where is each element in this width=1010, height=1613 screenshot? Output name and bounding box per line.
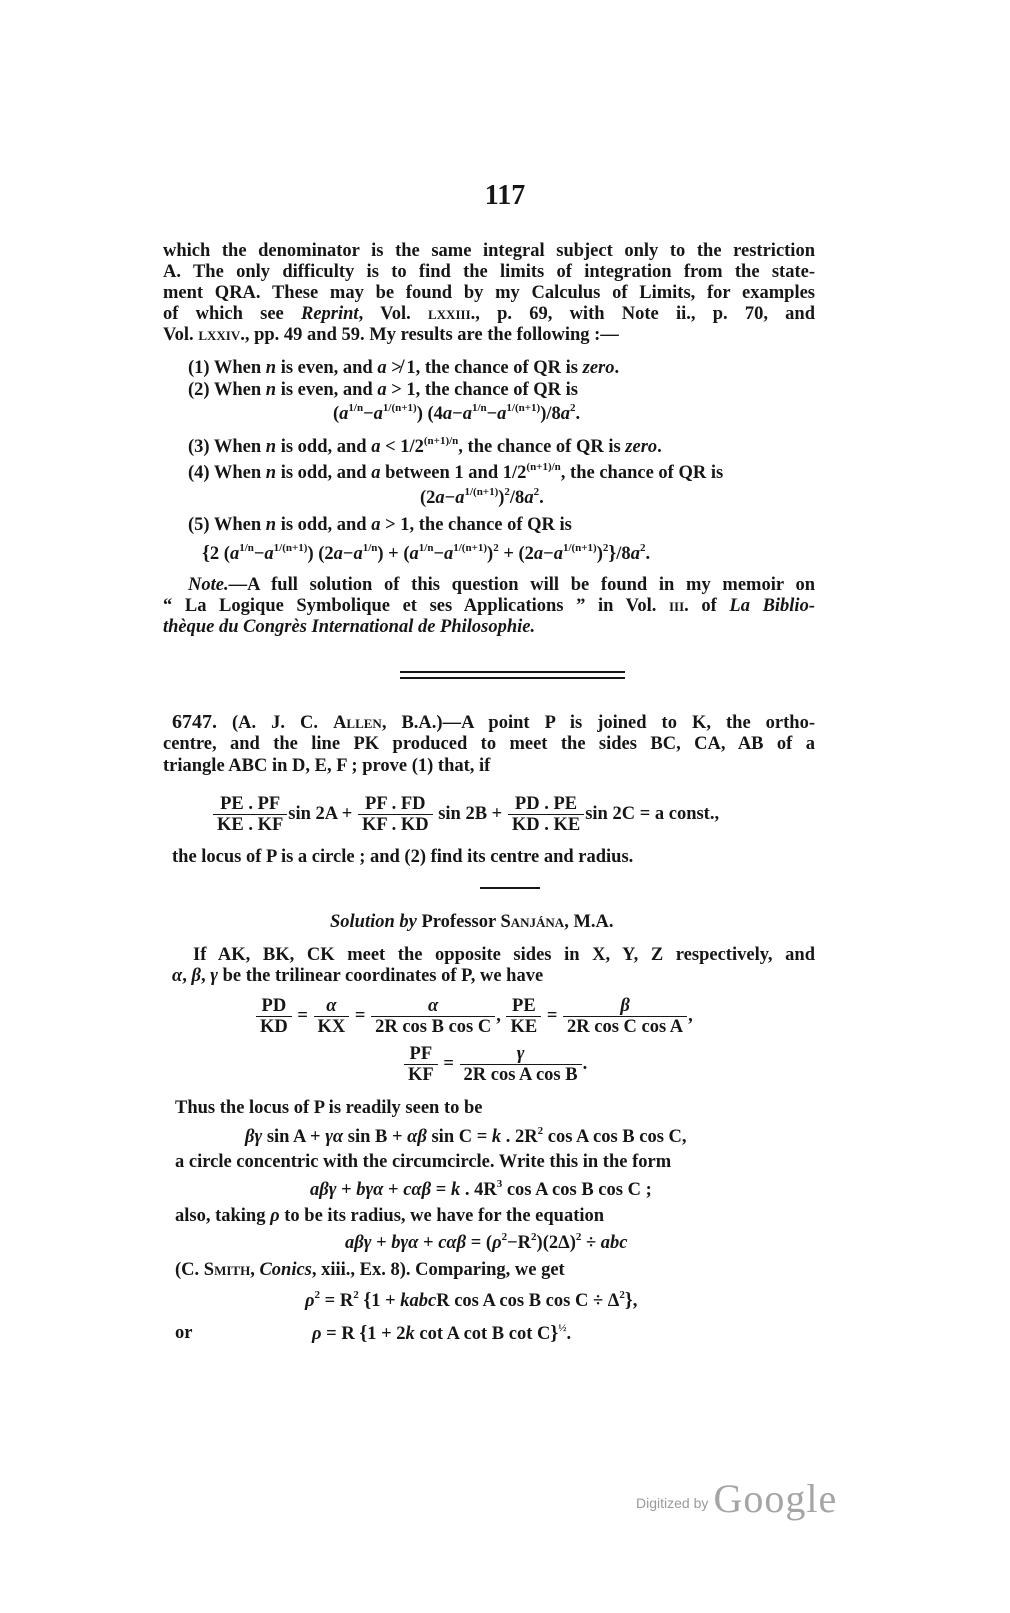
superscript: 2 [314, 1289, 321, 1301]
text-run: which the denominator is the same integral subject only to the restriction [163, 241, 815, 261]
text-run: ., pp. 49 and 59. My results are the following :— [240, 325, 619, 345]
large-glyph: } [550, 1322, 559, 1344]
italic-text: ρ [312, 1324, 322, 1344]
text-run: + (2 [498, 544, 534, 564]
italic-text: n [265, 463, 277, 483]
text-run: —A full solution of this question will be found in my memoir on [228, 575, 815, 595]
text-run: (C. [175, 1260, 204, 1280]
italic-text: α [428, 996, 439, 1016]
small-caps-text: lxxiii [428, 304, 471, 324]
fraction [316, 996, 348, 1037]
italic-text: αβ [407, 1127, 427, 1147]
fraction [258, 996, 290, 1037]
formula [202, 543, 650, 565]
italic-text: k [491, 1127, 502, 1147]
text-run: . [566, 1324, 572, 1344]
superscript: 1/(n+1) [562, 542, 597, 554]
superscript: 2 [537, 1125, 544, 1137]
formula [403, 1044, 587, 1085]
superscript: 1/n [348, 402, 364, 414]
superscript: 1/(n+1) [506, 402, 541, 414]
italic-text: a [630, 544, 640, 564]
superscript: 1/n [362, 542, 378, 554]
divider [400, 677, 625, 679]
question-line [172, 712, 815, 734]
superscript: 2 [533, 486, 540, 498]
text-run: /8 [616, 544, 631, 564]
text-run: KD [260, 1017, 288, 1037]
text-run: sin B + [343, 1127, 408, 1147]
numerator [256, 996, 292, 1017]
text-run: ) (4 [416, 404, 443, 424]
superscript: 1/(n+1) [453, 542, 488, 554]
italic-text: cαβ [403, 1180, 432, 1200]
text-run: −R [507, 1233, 532, 1253]
superscript: 1/n [471, 402, 487, 414]
fraction [510, 794, 582, 835]
note-line [163, 596, 815, 617]
text-run: a circle concentric with the circumcircle. Write this in the form [175, 1152, 672, 1172]
solution-line [175, 1206, 604, 1227]
solution-heading [330, 912, 614, 933]
italic-text: k [450, 1180, 461, 1200]
text-run: = [431, 1180, 451, 1200]
italic-text: a [377, 380, 387, 400]
small-caps-text: iii [668, 596, 685, 616]
text-run: > 1, the chance of QR is [380, 515, 572, 535]
text-run: KF [408, 1065, 434, 1085]
text-run: − [433, 544, 444, 564]
numerator [506, 996, 541, 1017]
text-run: 1 + [371, 1291, 401, 1311]
italic-text: Note. [188, 575, 229, 595]
text-run: ment QRA. These may be found by my Calculus of Limits, for examples [163, 283, 815, 303]
text-run: − [543, 544, 554, 564]
small-caps-text: Allen [333, 713, 382, 733]
italic-text: a [560, 404, 571, 424]
formula [212, 794, 719, 835]
italic-text: thèque du Congrès International de Philosophie. [163, 617, 536, 637]
text-run: is odd, and [276, 437, 372, 457]
denominator [406, 1065, 436, 1085]
text-run: , [496, 1005, 506, 1026]
superscript: 1/(n+1) [382, 402, 417, 414]
text-run: , [200, 966, 211, 986]
text-run: is odd, and [276, 463, 372, 483]
fraction [373, 996, 493, 1037]
fraction [508, 996, 539, 1037]
text-run: − [452, 404, 463, 424]
text-run: 2R cos B cos C [375, 1017, 492, 1037]
text-run: (2 [420, 488, 436, 508]
italic-text: ρ [492, 1233, 502, 1253]
italic-text: a [371, 515, 381, 535]
text-run: ) [487, 544, 494, 564]
text-run: PF [409, 1044, 433, 1064]
numerator [371, 996, 495, 1017]
text-run: KD . KE [511, 815, 581, 835]
italic-text: γα [325, 1127, 344, 1147]
watermark [636, 1475, 837, 1522]
text-run: 2 ( [209, 544, 230, 564]
italic-text: β [620, 996, 630, 1016]
italic-text: zero [582, 358, 615, 378]
text-run: . 2R [501, 1127, 538, 1147]
text-run: cos A cos B cos C ; [502, 1180, 652, 1200]
italic-text: Conics [259, 1260, 312, 1280]
text-run: . 4R [460, 1180, 497, 1200]
italic-text: n [265, 358, 277, 378]
italic-text: n [265, 515, 277, 535]
text-run: . [614, 358, 620, 378]
formula [305, 1290, 637, 1312]
italic-text: a [435, 488, 445, 508]
italic-text: Solution by [330, 912, 417, 932]
list-item [188, 437, 662, 458]
text-run: , [632, 1291, 638, 1311]
divider [400, 671, 625, 673]
text-run: ) [596, 544, 603, 564]
text-run: > 1, the chance of QR is [386, 380, 579, 400]
large-glyph: { [363, 1289, 372, 1311]
fraction [360, 794, 431, 835]
text-run: + [336, 1180, 357, 1200]
numerator [314, 996, 350, 1017]
question-line [172, 847, 633, 868]
fraction [406, 1044, 436, 1085]
large-glyph: { [359, 1322, 368, 1344]
list-item [188, 463, 723, 484]
note-line [188, 575, 815, 596]
text-line [163, 325, 619, 346]
text-run: 2R cos A cos B [463, 1065, 578, 1085]
superscript: 2 [602, 542, 609, 554]
italic-text: abc [600, 1233, 628, 1253]
text-run: + [418, 1233, 439, 1253]
superscript: 2 [504, 486, 510, 498]
text-run: . [582, 1053, 588, 1074]
formula [345, 1233, 628, 1254]
superscript: 2 [531, 1231, 537, 1243]
text-run: the locus of P is a circle ; and (2) find its centre and radius. [172, 847, 634, 867]
divider [480, 887, 540, 889]
text-run: = [438, 1053, 459, 1074]
text-run: (5) When [188, 515, 266, 535]
text-run: )/8 [540, 404, 561, 424]
text-run: . [539, 488, 544, 508]
italic-text: α [326, 996, 337, 1016]
text-run: . [645, 544, 651, 564]
text-run: PD . PE [514, 794, 578, 814]
italic-text: ρ [305, 1291, 315, 1311]
text-run: ) [498, 488, 505, 508]
fraction [565, 996, 685, 1037]
italic-text: bγα [356, 1180, 384, 1200]
large-glyph: } [624, 1289, 633, 1311]
text-run: KF . KD [361, 815, 429, 835]
text-run: . of [684, 596, 730, 616]
text-run: , Vol. [358, 304, 428, 324]
text-run: PE . PF [220, 794, 281, 814]
text-run: . [657, 437, 662, 457]
denominator [258, 1017, 290, 1037]
text-run: + [371, 1233, 392, 1253]
note-line [163, 617, 535, 638]
text-run: KE [510, 1017, 538, 1037]
italic-text: a [371, 463, 381, 483]
italic-text: a [353, 544, 363, 564]
italic-text: a [533, 544, 544, 564]
italic-text: a [264, 544, 274, 564]
text-line [163, 241, 815, 262]
italic-text: kabc [400, 1291, 437, 1311]
text-line [163, 304, 815, 325]
denominator [510, 815, 582, 835]
text-run: Professor [416, 912, 501, 932]
italic-text: γ [210, 966, 218, 986]
superscript: 1/n [418, 542, 434, 554]
google-logo: Google [713, 1476, 838, 1521]
list-item [188, 380, 578, 401]
text-run: Thus the locus of P is readily seen to be [175, 1098, 483, 1118]
denominator [373, 1017, 493, 1037]
text-run: ≯ 1, the chance of QR is [386, 358, 583, 378]
numerator [358, 794, 433, 815]
text-line [163, 262, 815, 283]
text-run: , [688, 1005, 693, 1026]
superscript: 2 [493, 542, 499, 554]
text-run: (3) When [188, 437, 266, 457]
text-run: PE [512, 996, 536, 1016]
list-item [188, 515, 572, 536]
denominator [462, 1065, 580, 1085]
text-run: − [253, 544, 265, 564]
text-run: − [342, 544, 354, 564]
italic-text: a [462, 404, 472, 424]
question-line [163, 734, 815, 755]
italic-text: a [371, 437, 381, 457]
text-run: triangle ABC in D, E, F ; prove (1) that, if [163, 756, 491, 776]
text-run: = [350, 1005, 371, 1026]
text-run: (2) When [188, 380, 266, 400]
text-run: KE . KF [217, 815, 284, 835]
text-run: = R [321, 1324, 360, 1344]
question-line [163, 756, 490, 777]
superscript: 1/(n+1) [273, 542, 308, 554]
text-run: /8 [509, 488, 525, 508]
text-run: . [575, 404, 581, 424]
italic-text: a [377, 358, 387, 378]
text-run: also, taking [175, 1206, 271, 1226]
superscript: ½ [558, 1322, 567, 1334]
text-run: PD [261, 996, 287, 1016]
text-run: sin A + [262, 1127, 326, 1147]
text-run: to be its radius, we have for the equation [279, 1206, 605, 1226]
small-caps-text: Smith [203, 1260, 251, 1280]
text-run: or [175, 1323, 193, 1343]
text-run: )(2Δ) [536, 1233, 576, 1253]
text-run: − [363, 404, 374, 424]
text-run: = [292, 1005, 313, 1026]
superscript: 1/(n+1) [464, 486, 499, 498]
small-caps-text: lxxiv [198, 325, 241, 345]
italic-text: γ [516, 1044, 525, 1064]
text-run: If AK, BK, CK meet the opposite sides in X, Y, Z respectively, and [193, 945, 815, 965]
formula [245, 1127, 687, 1148]
text-run: be the trilinear coordinates of P, we have [217, 966, 544, 986]
text-run: , [250, 1260, 260, 1280]
text-run: centre, and the line PK produced to meet the sides BC, CA, AB of a [163, 734, 815, 754]
numerator [563, 996, 687, 1017]
text-line [163, 283, 815, 304]
large-glyph: } [608, 542, 617, 564]
text-run: cot A cot B cot C [414, 1324, 551, 1344]
italic-text: a [229, 544, 240, 564]
denominator [565, 1017, 685, 1037]
italic-text: a [455, 488, 465, 508]
italic-text: a [339, 404, 349, 424]
fraction [462, 1044, 580, 1085]
text-run: + [383, 1180, 404, 1200]
superscript: 2 [575, 1231, 582, 1243]
italic-text: aβγ [345, 1233, 372, 1253]
formula [333, 404, 580, 425]
text-run: ( [333, 404, 340, 424]
text-run: 2R cos C cos A [567, 1017, 684, 1037]
text-run: between 1 and 1/2 [380, 463, 527, 483]
superscript: 2 [501, 1231, 508, 1243]
text-run: of which see [163, 304, 301, 324]
italic-text: a [373, 404, 383, 424]
denominator [316, 1017, 348, 1037]
text-run: “ La Logique Symbolique et ses Applications ” in Vol. [163, 596, 669, 616]
italic-text: a [409, 544, 419, 564]
list-item [188, 358, 619, 379]
denominator [215, 815, 285, 835]
fraction [215, 794, 285, 835]
text-run: sin C = [426, 1127, 492, 1147]
text-run: = [542, 1005, 563, 1026]
superscript: 2 [639, 542, 646, 554]
text-run: , [182, 966, 192, 986]
text-run: (A. J. C. [217, 713, 334, 733]
large-glyph: { [202, 542, 210, 564]
formula [255, 996, 693, 1037]
watermark-prefix: Digitized by [636, 1495, 709, 1511]
italic-text: a [553, 544, 563, 564]
italic-text: bγα [391, 1233, 419, 1253]
solution-line [175, 1152, 671, 1173]
formula [312, 1323, 571, 1345]
text-run: cos A cos B cos C, [543, 1127, 687, 1147]
text-run: (1) When [188, 358, 266, 378]
numerator [508, 794, 584, 815]
italic-text: a [497, 404, 507, 424]
italic-text: a [444, 544, 454, 564]
italic-text: a [524, 488, 534, 508]
italic-text: βγ [245, 1127, 263, 1147]
superscript: 3 [496, 1178, 503, 1190]
text-run: is even, and [276, 358, 378, 378]
solution-line [172, 966, 543, 987]
text-run: sin 2A + [288, 803, 357, 824]
text-run: sin 2C = a const., [585, 803, 720, 824]
solution-line [175, 1098, 483, 1119]
italic-text: La Biblio- [729, 596, 815, 616]
text-run: sin 2B + [433, 803, 507, 824]
italic-text: n [265, 380, 277, 400]
text-run: , M.A. [564, 912, 614, 932]
superscript: 2 [570, 402, 576, 414]
text-run: R cos A cos B cos C ÷ Δ [436, 1291, 620, 1311]
text-run: , the chance of QR is [458, 437, 626, 457]
text-run: = ( [466, 1233, 493, 1253]
page-number: 117 [484, 180, 526, 211]
superscript: (n+1)/n [423, 435, 459, 447]
text-run: is odd, and [276, 515, 372, 535]
text-run: PF . FD [365, 794, 426, 814]
superscript: 2 [619, 1289, 625, 1301]
italic-text: zero [625, 437, 658, 457]
solution-line [175, 1260, 565, 1281]
text-run: ÷ [581, 1233, 601, 1253]
denominator [360, 815, 431, 835]
formula [310, 1180, 652, 1201]
text-run: 1 + 2 [367, 1324, 406, 1344]
text-run: ) + ( [377, 544, 410, 564]
small-caps-text: Sanjána [500, 912, 565, 932]
text-run: ., p. 69, with Note ii., p. 70, and [470, 304, 816, 324]
formula [420, 488, 544, 509]
italic-text: n [265, 437, 277, 457]
text-run: = R [320, 1291, 354, 1311]
italic-text: α [172, 966, 183, 986]
italic-text: Reprint [301, 304, 359, 324]
italic-text: a [442, 404, 453, 424]
text-run: , the chance of QR is [560, 463, 724, 483]
text-run: KX [317, 1017, 346, 1037]
text-run: , B.A.)—A point P is joined to K, the ortho- [381, 713, 815, 733]
superscript: (n+1)/n [526, 461, 561, 473]
text-run: − [486, 404, 498, 424]
italic-text: cαβ [438, 1233, 467, 1253]
text-run: Vol. [163, 325, 199, 345]
numerator [404, 1044, 438, 1065]
italic-text: k [405, 1324, 415, 1344]
text-run: (4) When [188, 463, 266, 483]
italic-text: ρ [270, 1206, 280, 1226]
large-glyph: 6747. [172, 711, 217, 733]
italic-text: a [333, 544, 343, 564]
text-run: < 1/2 [380, 437, 424, 457]
text-run: − [444, 488, 456, 508]
text-run: A. The only difficulty is to find the limits of integration from the state- [163, 262, 815, 282]
text-run: ) (2 [307, 544, 334, 564]
text-run: is even, and [276, 380, 378, 400]
solution-line [175, 1323, 192, 1344]
numerator [213, 794, 287, 815]
solution-line [193, 945, 815, 966]
italic-text: aβγ [310, 1180, 337, 1200]
denominator [508, 1017, 539, 1037]
italic-text: β [191, 966, 201, 986]
numerator [460, 1044, 582, 1065]
superscript: 1/n [239, 542, 254, 554]
text-run: , xiii., Ex. 8). Comparing, we get [311, 1260, 565, 1280]
superscript: 2 [353, 1289, 359, 1301]
